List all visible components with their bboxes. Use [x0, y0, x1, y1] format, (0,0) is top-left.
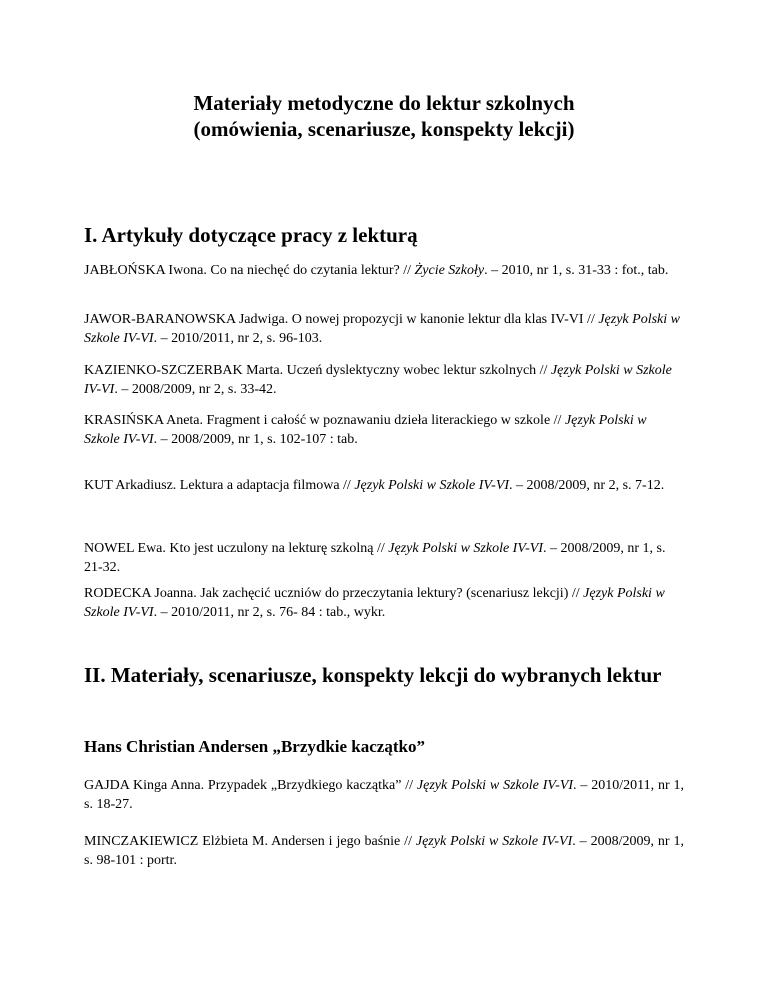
bibliography-entry: RODECKA Joanna. Jak zachęcić uczniów do przeczytania lektury? (scenariusz lekcji) // Język Polski w Szkole IV-VI. – 2010/2011, nr 2, s. 76- 84 : tab., wykr. [84, 586, 665, 620]
section-1-heading: I. Artykuły dotyczące pracy z lekturą [84, 223, 418, 247]
document-title [0, 90, 768, 142]
bibliography-entry: MINCZAKIEWICZ Elżbieta M. Andersen i jego baśnie // Język Polski w Szkole IV-VI. – 2008/2009, nr 1, s. 98-101 : portr. [84, 834, 684, 868]
bibliography-entry: GAJDA Kinga Anna. Przypadek „Brzydkiego kaczątka” // Język Polski w Szkole IV-VI. – 2010/2011, nr 1, s. 18-27. [84, 778, 684, 812]
bibliography-entry: KUT Arkadiusz. Lektura a adaptacja filmowa // Język Polski w Szkole IV-VI. – 2008/2009, nr 2, s. 7-12. [84, 478, 665, 493]
bibliography-entry: NOWEL Ewa. Kto jest uczulony na lekturę szkolną // Język Polski w Szkole IV-VI. – 2008/2009, nr 1, s. 21-32. [84, 541, 666, 575]
bibliography-entry: JAWOR-BARANOWSKA Jadwiga. O nowej propozycji w kanonie lektur dla klas IV-VI // Język Polski w Szkole IV-VI. – 2010/2011, nr 2, s. 96-103. [84, 312, 680, 346]
bibliography-entry: KRASIŃSKA Aneta. Fragment i całość w poznawaniu dzieła literackiego w szkole // Język Polski w Szkole IV-VI. – 2008/2009, nr 1, s. 102-107 : tab. [84, 413, 647, 447]
bibliography-entry: KAZIENKO-SZCZERBAK Marta. Uczeń dyslektyczny wobec lektur szkolnych // Język Polski w Szkole IV-VI. – 2008/2009, nr 2, s. 33-42. [84, 363, 672, 397]
section-2-heading: II. Materiały, scenariusze, konspekty lekcji do wybranych lektur [84, 663, 662, 687]
lecture-subheading: Hans Christian Andersen „Brzydkie kaczątko” [84, 737, 425, 756]
title-line-2: (omówienia, scenariusze, konspekty lekcji) [193, 117, 575, 141]
bibliography-entry: JABŁOŃSKA Iwona. Co na niechęć do czytania lektur? // Życie Szkoły. – 2010, nr 1, s. 31-33 : fot., tab. [84, 263, 669, 278]
title-line-1: Materiały metodyczne do lektur szkolnych [193, 91, 575, 115]
